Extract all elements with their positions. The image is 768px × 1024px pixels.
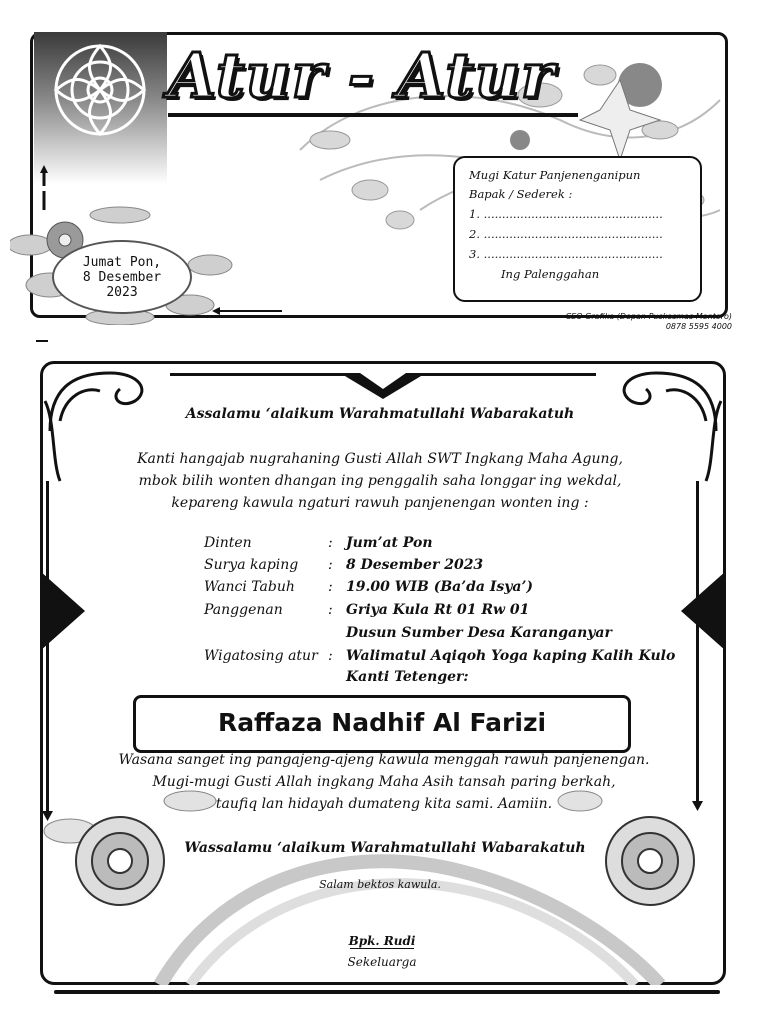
detail-sep: : [328,648,333,664]
detail-sep: : [328,557,333,573]
address-item-1: 1. ................................................. [469,207,663,221]
ornament-logo [34,32,167,184]
cut-mark [36,340,48,342]
address-item-3: 3. ................................................. [469,247,663,261]
detail-value-time: 19.00 WIB (Ba’da Isya’) [346,579,533,595]
address-line-2: Bapak / Sederek : [469,187,573,201]
detail-value-place: Griya Kula Rt 01 Rw 01 [346,602,530,618]
mandala-icon [34,32,167,184]
cover-title: Atur - Atur [168,39,555,112]
address-item-2: 2. ................................................. [469,227,663,241]
event-date-badge [52,240,192,314]
greeting: Assalamu ‘alaikum Warahmatullahi Wabarakatuh [185,406,575,422]
detail-label-day: Dinten [204,535,252,551]
detail-sep: : [328,535,333,551]
detail-label-date: Surya kaping [204,557,299,573]
arrow-up-icon [40,165,48,210]
detail-value-purpose-2: Kanti Tetenger: [346,669,469,685]
recipient-address-box [453,156,702,302]
detail-value-purpose: Walimatul Aqiqoh Yoga kaping Kalih Kulo [346,648,676,664]
regards: Salam bektos kawula. [319,878,441,891]
detail-sep: : [328,579,333,595]
detail-sep: : [328,602,333,618]
closing-line-3: taufiq lan hidayah dumateng kita sami. Aamiin. [215,796,553,812]
date-badge-line-1: Jumat Pon, [82,255,162,270]
printer-credit [480,312,732,332]
intro-line-2: mbok bilih wonten dhangan ing penggalih saha longgar ing wekdal, [138,473,622,489]
host-name: Bpk. Rudi [348,934,416,948]
card-shadow [54,990,720,994]
detail-value-place-2: Dusun Sumber Desa Karanganyar [346,625,612,641]
address-footer: Ing Palenggahan [501,267,600,281]
credit-line-2: 0878 5595 4000 [665,322,732,331]
credit-line-1: CEO Grafika (Depan Puskesmas Mentoro) [565,312,732,321]
closing-line-1: Wasana sanget ing pangajeng-ajeng kawula menggah rawuh panjenengan. [118,752,650,768]
host-family: Sekeluarga [347,955,417,969]
title-underline [168,113,578,117]
host-name-underline [350,948,414,949]
child-name: Raffaza Nadhif Al Farizi [217,708,547,737]
detail-label-purpose: Wigatosing atur [204,648,318,664]
date-badge-line-3: 2023 [106,285,138,300]
intro-line-3: kepareng kawula ngaturi rawuh panjenengan wonten ing : [171,495,589,511]
closing-line-2: Mugi-mugi Gusti Allah ingkang Maha Asih tansah paring berkah, [152,774,616,790]
detail-value-day: Jum’at Pon [346,535,433,551]
detail-label-place: Panggenan [204,602,283,618]
farewell: Wassalamu ‘alaikum Warahmatullahi Wabarakatuh [184,840,586,856]
address-line-1: Mugi Katur Panjenenganipun [469,168,641,182]
detail-value-date: 8 Desember 2023 [346,557,484,573]
date-badge-line-2: 8 Desember [82,270,162,285]
intro-line-1: Kanti hangajab nugrahaning Gusti Allah SWT Ingkang Maha Agung, [137,451,623,467]
detail-label-time: Wanci Tabuh [204,579,295,595]
arrow-left-icon [212,306,282,316]
